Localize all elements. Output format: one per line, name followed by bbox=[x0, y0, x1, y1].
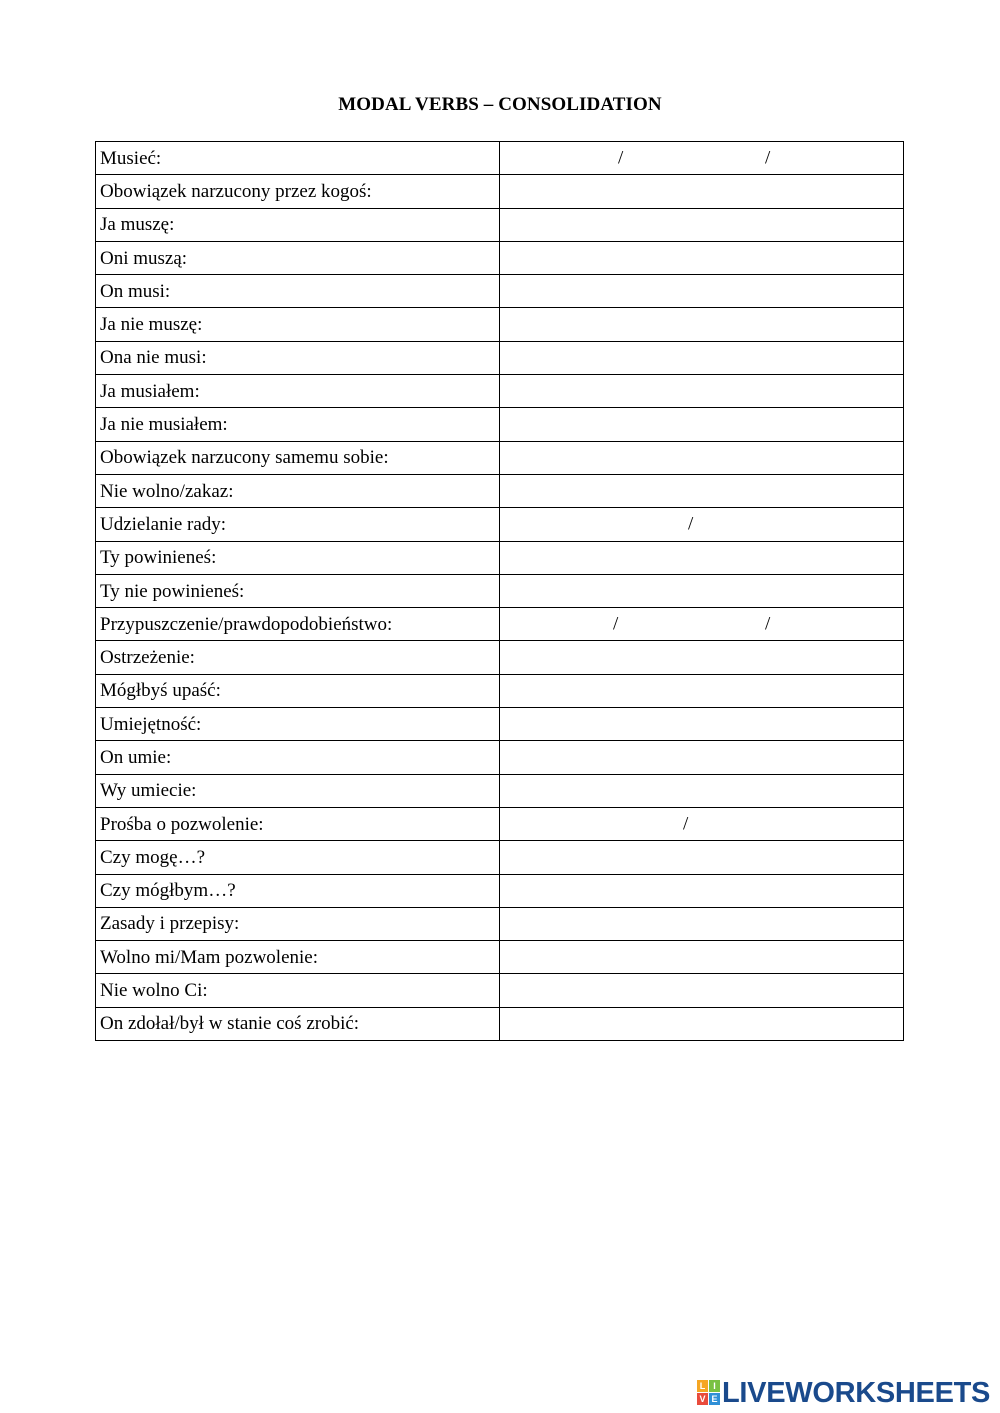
answer-cell[interactable] bbox=[500, 142, 904, 175]
liveworksheets-logo bbox=[697, 1377, 990, 1409]
answer-cell[interactable] bbox=[500, 208, 904, 241]
table-row bbox=[96, 541, 904, 574]
answer-cell[interactable] bbox=[500, 874, 904, 907]
answer-separator: / bbox=[618, 147, 624, 169]
table-body bbox=[96, 142, 904, 1041]
table-row bbox=[96, 674, 904, 707]
row-label: Ostrzeżenie: bbox=[96, 641, 500, 674]
row-label: Ja muszę: bbox=[96, 208, 500, 241]
table-row bbox=[96, 474, 904, 507]
table-row bbox=[96, 441, 904, 474]
row-label: Prośba o pozwolenie: bbox=[96, 807, 500, 840]
table-row bbox=[96, 208, 904, 241]
answer-input[interactable] bbox=[500, 308, 904, 341]
table-row bbox=[96, 641, 904, 674]
table-row bbox=[96, 574, 904, 607]
answer-cell[interactable] bbox=[500, 341, 904, 374]
table-row bbox=[96, 741, 904, 774]
logo-letter: V bbox=[697, 1393, 708, 1405]
answer-separator: / bbox=[688, 513, 694, 535]
answer-cell[interactable] bbox=[500, 441, 904, 474]
row-label: Nie wolno Ci: bbox=[96, 974, 500, 1007]
answer-input[interactable] bbox=[500, 841, 904, 874]
table-row bbox=[96, 608, 904, 641]
table-row bbox=[96, 941, 904, 974]
answer-input[interactable] bbox=[500, 741, 904, 774]
table-row bbox=[96, 408, 904, 441]
row-label: Czy mogę…? bbox=[96, 841, 500, 874]
table-row bbox=[96, 807, 904, 840]
answer-input[interactable] bbox=[500, 875, 904, 908]
row-label: Obowiązek narzucony samemu sobie: bbox=[96, 441, 500, 474]
answer-input[interactable] bbox=[500, 941, 904, 974]
worksheet-title: MODAL VERBS – CONSOLIDATION bbox=[338, 94, 662, 115]
row-label: On zdołał/był w stanie coś zrobić: bbox=[96, 1007, 500, 1040]
logo-letter: L bbox=[697, 1380, 708, 1392]
answer-input[interactable] bbox=[500, 508, 904, 541]
row-label: Czy mógłbym…? bbox=[96, 874, 500, 907]
liveworksheets-icon bbox=[697, 1380, 721, 1406]
answer-cell[interactable] bbox=[500, 1007, 904, 1040]
logo-letter: I bbox=[709, 1380, 720, 1392]
row-label: Obowiązek narzucony przez kogoś: bbox=[96, 175, 500, 208]
answer-input[interactable] bbox=[500, 175, 904, 208]
answer-separator: / bbox=[765, 613, 771, 635]
answer-cell[interactable] bbox=[500, 541, 904, 574]
table-row bbox=[96, 1007, 904, 1040]
answer-cell[interactable] bbox=[500, 308, 904, 341]
table-row bbox=[96, 341, 904, 374]
answer-separator: / bbox=[765, 147, 771, 169]
row-label: On musi: bbox=[96, 275, 500, 308]
row-label: Ja musiałem: bbox=[96, 375, 500, 408]
table-row bbox=[96, 907, 904, 940]
row-label: Ona nie musi: bbox=[96, 341, 500, 374]
row-label: Oni muszą: bbox=[96, 241, 500, 274]
answer-cell[interactable] bbox=[500, 408, 904, 441]
answer-cell[interactable] bbox=[500, 807, 904, 840]
row-label: On umie: bbox=[96, 741, 500, 774]
table-row bbox=[96, 308, 904, 341]
table-row bbox=[96, 874, 904, 907]
answer-input[interactable] bbox=[500, 342, 904, 375]
answer-cell[interactable] bbox=[500, 741, 904, 774]
answer-input[interactable] bbox=[500, 675, 904, 708]
table-row bbox=[96, 708, 904, 741]
answer-cell[interactable] bbox=[500, 608, 904, 641]
answer-input[interactable] bbox=[500, 1008, 904, 1041]
table-row bbox=[96, 974, 904, 1007]
answer-input[interactable] bbox=[500, 475, 904, 508]
answer-cell[interactable] bbox=[500, 275, 904, 308]
answer-cell[interactable] bbox=[500, 508, 904, 541]
answer-input[interactable] bbox=[500, 542, 904, 575]
answer-separator: / bbox=[683, 813, 689, 835]
table-row bbox=[96, 841, 904, 874]
table-row bbox=[96, 241, 904, 274]
row-label: Wy umiecie: bbox=[96, 774, 500, 807]
answer-cell[interactable] bbox=[500, 941, 904, 974]
answer-cell[interactable] bbox=[500, 241, 904, 274]
row-label: Ja nie muszę: bbox=[96, 308, 500, 341]
table-row bbox=[96, 508, 904, 541]
table-row bbox=[96, 275, 904, 308]
answer-cell[interactable] bbox=[500, 574, 904, 607]
answer-cell[interactable] bbox=[500, 841, 904, 874]
answer-cell[interactable] bbox=[500, 474, 904, 507]
row-label: Umiejętność: bbox=[96, 708, 500, 741]
answer-input[interactable] bbox=[500, 242, 904, 275]
row-label: Udzielanie rady: bbox=[96, 508, 500, 541]
row-label: Ja nie musiałem: bbox=[96, 408, 500, 441]
answer-input[interactable] bbox=[500, 575, 904, 608]
answer-separator: / bbox=[613, 613, 619, 635]
row-label: Wolno mi/Mam pozwolenie: bbox=[96, 941, 500, 974]
answer-input[interactable] bbox=[500, 375, 904, 408]
answer-input[interactable] bbox=[500, 974, 904, 1007]
answer-cell[interactable] bbox=[500, 974, 904, 1007]
answer-input[interactable] bbox=[500, 708, 904, 741]
table-row bbox=[96, 175, 904, 208]
answer-input[interactable] bbox=[500, 275, 904, 308]
answer-input[interactable] bbox=[500, 908, 904, 941]
modal-verbs-table bbox=[95, 141, 904, 1041]
brand-name: LIVEWORKSHEETS bbox=[722, 1376, 991, 1409]
answer-cell[interactable] bbox=[500, 774, 904, 807]
answer-input[interactable] bbox=[500, 775, 904, 808]
table-row bbox=[96, 774, 904, 807]
table-row bbox=[96, 375, 904, 408]
row-label: Nie wolno/zakaz: bbox=[96, 474, 500, 507]
row-label: Mógłbyś upaść: bbox=[96, 674, 500, 707]
answer-cell[interactable] bbox=[500, 175, 904, 208]
row-label: Przypuszczenie/prawdopodobieństwo: bbox=[96, 608, 500, 641]
row-label: Musieć: bbox=[96, 142, 500, 175]
answer-input[interactable] bbox=[500, 608, 904, 641]
row-label: Ty powinieneś: bbox=[96, 541, 500, 574]
answer-input[interactable] bbox=[500, 142, 904, 175]
answer-input[interactable] bbox=[500, 209, 904, 242]
answer-input[interactable] bbox=[500, 408, 904, 441]
answer-input[interactable] bbox=[500, 641, 904, 674]
row-label: Zasady i przepisy: bbox=[96, 907, 500, 940]
answer-input[interactable] bbox=[500, 808, 904, 841]
answer-cell[interactable] bbox=[500, 708, 904, 741]
logo-letter: E bbox=[709, 1393, 720, 1405]
answer-cell[interactable] bbox=[500, 907, 904, 940]
answer-cell[interactable] bbox=[500, 375, 904, 408]
answer-cell[interactable] bbox=[500, 674, 904, 707]
answer-input[interactable] bbox=[500, 442, 904, 475]
table-row bbox=[96, 142, 904, 175]
answer-cell[interactable] bbox=[500, 641, 904, 674]
row-label: Ty nie powinieneś: bbox=[96, 574, 500, 607]
